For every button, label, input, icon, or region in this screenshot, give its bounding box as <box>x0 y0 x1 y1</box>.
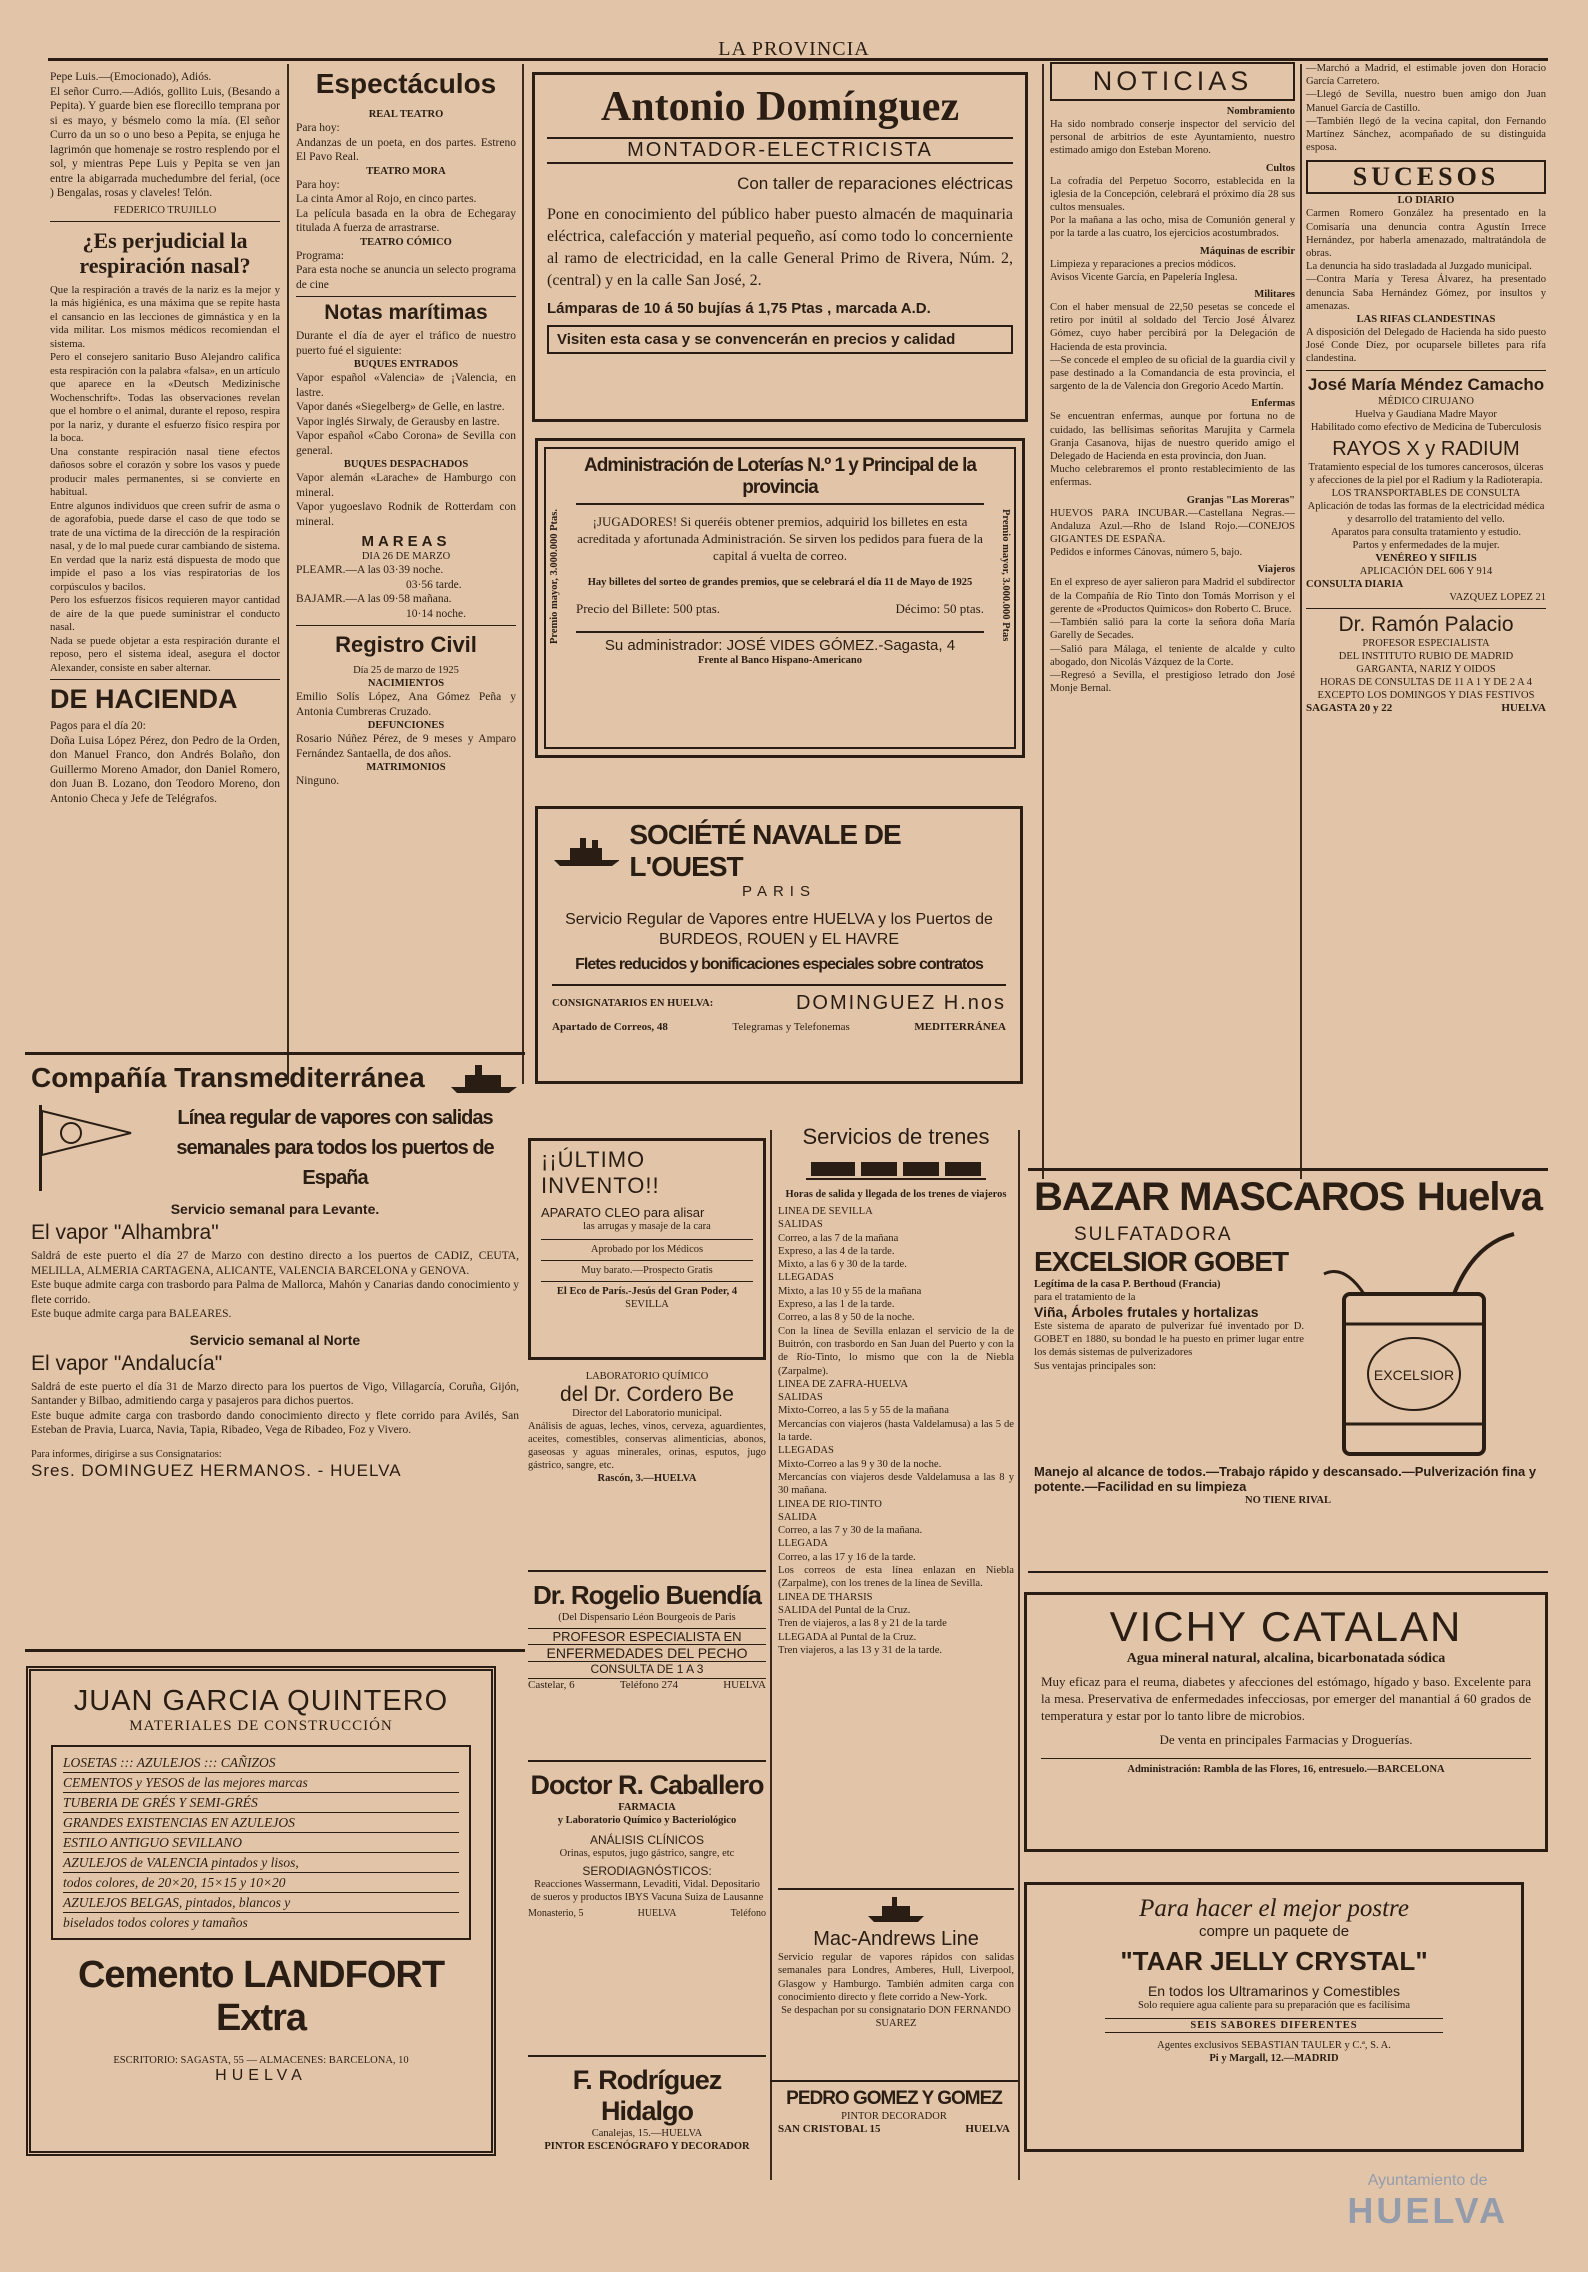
quintero-line: TUBERIA DE GRÉS Y SEMI-GRÉS <box>63 1793 459 1813</box>
rifas-body: A disposición del Delegado de Hacienda ha sido puesto José Conde Díez, por ocuparsele billetes para rifa clandestina. <box>1306 327 1546 365</box>
page-header: LA PROVINCIA <box>718 38 870 60</box>
vichy-admin: Administración: Rambla de las Flores, 16, entresuelo.—BARCELONA <box>1041 1758 1531 1776</box>
caballero-city: HUELVA <box>637 1908 677 1919</box>
mendez-sub: MÉDICO CIRUJANO <box>1378 395 1474 407</box>
noticias-milit-body: Con el haber mensual de 22,50 pesetas se concede el retiro por inútil al soldado del Tercio José Álvarez Gómez, cuyo haber percibirá por la Delegación de Hacienda de esta provincia. —Se concede el empleo de su oficial de la guardia civil y pase destinado a la Comandancia de esta provincia, el sargento de la de Valencia don Gregorio Acedo Martín. <box>1050 302 1295 393</box>
ship-icon <box>552 834 619 868</box>
ad-loterias <box>535 438 1025 758</box>
pleamar-2: 03·56 tarde. <box>406 578 462 591</box>
trenes-body: LINEA DE SEVILLA SALIDAS Correo, a las 7 de la mañana Expreso, a las 4 de la tarde. Mixto, a las 6 y 30 de la tarde. LLEGADAS Mixto, a las 10 y 55 de la mañana Expreso, a las 1 de la tarde. Correo, a las 8 y 50 de la noche. Con la línea de Sevilla enlazan el servicio de la de Buitrón, con trasbordo en San Juan del Puerto y con la de Río-Tinto, lo mismo que con la de Niebla (Zarpalme). LINEA DE ZAFRA-HUELVA SALIDAS Mixto-Correo, a las 5 y 55 de la mañana Mercancías con viajeros (hasta Valdelamusa) a las 5 de la tarde. LLEGADAS Mixto-Correo a las 9 y 30 de la noche. Mercancías con viajeros desde Valdelamusa a las 8 y 30 mañana. LINEA DE RIO-TINTO SALIDA Correo, a las 7 y 30 de la mañana. LLEGADA Correo, a las 17 y 16 de la tarde. Los correos de esta línea enlazan en Niebla (Zarpalme), con los trenes de la línea de Sevilla. LINEA DE THARSIS SALIDA del Puntal de la Cruz. Tren de viajeros, a las 8 y 21 de la tarde LLEGADA al Puntal de la Cruz. Tren viajeros, a las 13 y 31 de la tarde. <box>778 1206 1014 1656</box>
bazar-name: BAZAR MASCAROS <box>1034 1175 1405 1219</box>
quintero-line: AZULEJOS BELGAS, pintados, blancos y <box>63 1893 459 1913</box>
palacio-prof: PROFESOR ESPECIALISTA <box>1362 637 1490 649</box>
hacienda-title: DE HACIENDA <box>50 684 238 714</box>
column-2 <box>296 68 516 1078</box>
trans-vapor1-body: Saldrá de este puerto el día 27 de Marzo con destino directo a los puertos de CADIZ, CEUTA, MELILLA, ALMERIA CARTAGENA, ALICANTE, VALENCIA BARCELONA y GENOVA. Este buque admite carga con trasbordo para Palma de Mallorca, Mahón y Canarias dando conocimiento y flete corrido. Este buque admite carga para BALEARES. <box>31 1250 519 1320</box>
matrimonios-body: Ninguno. <box>296 775 340 787</box>
noticias-nomb-body: Ha sido nombrado conserje inspector del servicio del personal de arbitrios de este Ayuntamiento, nuestro estimado amigo don Esteban Moreno. <box>1050 119 1295 157</box>
buendia-city: HUELVA <box>723 1679 766 1691</box>
cordero-addr: Rascón, 3.—HUELVA <box>597 1473 697 1484</box>
navale-fletes: Fletes reducidos y bonificaciones especiales sobre contratos <box>575 956 983 973</box>
caballero-farm: FARMACIA <box>618 1802 676 1813</box>
ship-icon <box>449 1061 519 1095</box>
train-icon <box>806 1156 986 1182</box>
trenes-sub: Horas de salida y llegada de los trenes de viajeros <box>785 1189 1007 1200</box>
palacio-name: Dr. Ramón Palacio <box>1338 612 1514 636</box>
watermark-line1: Ayuntamiento de <box>1367 2172 1488 2189</box>
ad-pedro-gomez <box>770 2080 1018 2182</box>
hidalgo-trade: PINTOR ESCENÓGRAFO Y DECORADOR <box>544 2141 750 2152</box>
venereo: VENÉREO Y SIFILIS <box>1375 552 1477 564</box>
buendia-name: Dr. Rogelio Buendía <box>532 1580 762 1610</box>
nacimientos: NACIMIENTOS <box>367 678 445 689</box>
bazar-body: Este sistema de aparato de pulverizar fué inventado por D. GOBET en 1880, su bondad le ha puesto en primer lugar entre los demás sistemas de pulverizadores Sus ventajas principales son: <box>1034 1321 1304 1372</box>
bajamar: BAJAMR.—A las 09·58 mañana. <box>296 593 452 605</box>
trans-linea: Línea regular de vapores con salidas semanales para todos los puertos de España <box>176 1107 494 1189</box>
loterias-title: Administración de Loterías N.º 1 y Principal de la provincia <box>576 455 984 505</box>
vichy-title: VICHY CATALAN <box>1109 1603 1463 1650</box>
column-divider <box>1300 64 1302 1179</box>
bazar-gobet: EXCELSIOR GOBET <box>1034 1246 1289 1277</box>
column-divider <box>1018 1130 1020 2180</box>
serial-ending: Pepe Luis.—(Emocionado), Adiós. El señor Curro.—Adiós, gollito Luis, (Besando a Pepita). Y guarde bien ese florecillo temprana por si es mayo, y bésmelo como la mía. (El señor Curro da un so o uno beso a Pepita, se enjuga he lagrimón que homenaje se rostro resplendo por el sol, y mientras Pepe Luis y Pepita se ven jan entre la abigarrada muchedumbre del ferial, (oce ) Bengalas, rosas y claveles! Telón. <box>50 71 280 199</box>
buques-despachados: BUQUES DESPACHADOS <box>343 459 469 470</box>
dominguez-visit: Visiten esta casa y se convencerán en precios y calidad <box>547 325 1013 354</box>
defunciones-body: Rosario Núñez Pérez, de 9 meses y Amparo Fernández Santaella, de dos años. <box>296 733 516 760</box>
cordero-dir: Director del Laboratorio municipal. <box>572 1408 722 1419</box>
buendia-enf: ENFERMEDADES DEL PECHO <box>528 1644 766 1661</box>
navale-med: MEDITERRÁNEA <box>914 1021 1006 1033</box>
loterias-side-left: Premio mayor, 3.000.000 Ptas. <box>549 509 560 645</box>
loterias-sorteo: Hay billetes del sorteo de grandes premios, que se celebrará el día 11 de Mayo de 1925 <box>587 577 973 588</box>
caballero-analisis: ANÁLISIS CLÍNICOS <box>589 1833 705 1847</box>
header-rule <box>48 58 1548 61</box>
sucesos-body: Carmen Romero González ha presentado en la Comisaría una denuncia contra Agustín Irrece Hernández, por haberla amenazado, maltratándola de obras. La denuncia ha sido trasladada al Juzgado municipal. —Contra María y Teresa Álvarez, ha presentado denuncia Saba Hernández Gómez, por insultos y amenazas. <box>1306 208 1546 312</box>
navale-title: SOCIÉTÉ NAVALE DE L'OUEST <box>629 819 901 882</box>
matrimonios: MATRIMONIOS <box>366 762 446 773</box>
trenes-section <box>778 1124 1014 1884</box>
buendia-tel: Teléfono 274 <box>619 1679 678 1691</box>
real-teatro: REAL TEATRO <box>368 109 444 120</box>
cordero-lab: LABORATORIO QUÍMICO <box>585 1371 709 1382</box>
cleo-barato: Muy barato.—Prospecto Gratis <box>541 1260 753 1277</box>
dominguez-sub: Con taller de reparaciones eléctricas <box>737 174 1013 193</box>
cordero-name: del Dr. Cordero Be <box>560 1383 734 1406</box>
caballero-lab: y Laboratorio Químico y Bacteriológico <box>557 1815 737 1826</box>
registro-date: Día 25 de marzo de 1925 <box>353 665 459 676</box>
mendez-esp2: Habilitado como efectivo de Medicina de Tuberculosis <box>1310 421 1542 433</box>
ad-taar-jelly <box>1024 1882 1524 2152</box>
dominguez-body: Pone en conocimiento del público haber puesto almacén de maquinaria eléctrica, calefacción y material pequeño, así como todo lo concerniente al ramo de electricidad, en la calle General Primo de Rivera, Núm. 2, (central) y en la calle San José, 2. <box>547 206 1013 289</box>
consulta-diaria: CONSULTA DIARIA <box>1306 578 1404 590</box>
cleo-body: las arrugas y masaje de la cara <box>583 1221 711 1232</box>
column-divider <box>522 64 524 1084</box>
cleo-eco: El Eco de París.-Jesús del Gran Poder, 4 <box>541 1281 753 1298</box>
quintero-line: GRANDES EXISTENCIAS EN AZULEJOS <box>63 1813 459 1833</box>
col5-top-body: —Marchó a Madrid, el estimable joven don Horacio García Carretero. —Llegó de Sevilla, nuestro buen amigo don Juan Manuel García de Castillo. —También llegó de la vecina capital, don Fernando Martínez Sánchez, acompañado de su distinguida esposa. <box>1306 63 1546 154</box>
noticias-viaj: Viajeros <box>1257 564 1295 576</box>
mac-desp: Se despachan por su consignatario DON FERNANDO SUAREZ <box>781 2005 1011 2030</box>
rayos-body: Tratamiento especial de los tumores cancerosos, úlceras y afecciones de la piel por el Radium y la Radioterapia. <box>1308 461 1544 486</box>
lo-diario: LO DIARIO <box>1397 195 1455 207</box>
mareas-title: MAREAS <box>361 533 451 550</box>
ad-garcia-quintero <box>26 1666 496 2156</box>
vichy-sub: Agua mineral natural, alcalina, bicarbonatada sódica <box>1126 1651 1446 1666</box>
ad-cordero <box>528 1370 766 1572</box>
bazar-sulf: SULFATADORA <box>1074 1224 1233 1245</box>
jelly-agentes: Agentes exclusivos SEBASTIAN TAULER y C.ª, S. A. <box>1157 2040 1391 2051</box>
navale-consig: CONSIGNATARIOS EN HUELVA: <box>552 998 714 1009</box>
caballero-sero-body: Reacciones Wassermann, Levaditi, Vidal. Depositario de sueros y productos IBYS Vacuna Suiza de Lausanne <box>530 1879 764 1903</box>
noticias-milit: Militares <box>1254 289 1295 301</box>
noticias-granjas-body: HUEVOS PARA INCUBAR.—Castellana Negras.—Andaluza Azul.—Rho de Island Rojo.—CONEJOS GIGANTES DE ESPAÑA. Pedidos e informes Cánovas, número 5, bajo. <box>1050 507 1295 559</box>
bazar-rival: NO TIENE RIVAL <box>1245 1495 1331 1506</box>
palacio-city: HUELVA <box>1501 701 1546 714</box>
noticias-enf: Enfermas <box>1251 398 1295 410</box>
bazar-city: Huelva <box>1416 1175 1542 1219</box>
noticias-viaj-body: En el expreso de ayer salieron para Madrid el subdirector de la Compañía de Río Tinto don Tomás Morrison y el gerente de «Productos Químicos» don Roberto C. Bruce. —También salió para la corte la señora doña María Garelly de Secades. —Salió para Málaga, el teniente de alcalde y culto abogado, don Nicolás Vázquez de la Corte. —Regresó a Sevilla, el prestigioso letrado don José Monje Bernal. <box>1050 577 1295 695</box>
hidalgo-addr: Canalejas, 15.—HUELVA <box>591 2128 703 2139</box>
trenes-title: Servicios de trenes <box>802 1124 990 1149</box>
defunciones: DEFUNCIONES <box>367 720 445 731</box>
quintero-city: HUELVA <box>215 2067 307 2084</box>
mac-body: Servicio regular de vapores rápidos con salidas semanales para Londres, Amberes, Hull, Liverpool, Glasgow y Hamburgo. También admiten carga con conocimiento directo y flete corrido a New-York. <box>778 1952 1014 2003</box>
caballero-tel: Teléfono <box>730 1908 766 1919</box>
quintero-line: todos colores, de 20×20, 15×15 y 10×20 <box>63 1873 459 1893</box>
partos: Partos y enfermedades de la mujer. <box>1352 539 1500 551</box>
palacio-horas: HORAS DE CONSULTAS DE 11 A 1 Y DE 2 A 4 EXCEPTO LOS DOMINGOS Y DIAS FESTIVOS <box>1317 676 1535 701</box>
sprayer-icon <box>1304 1224 1534 1464</box>
serial-author: FEDERICO TRUJILLO <box>113 204 217 216</box>
quintero-line: AZULEJOS de VALENCIA pintados y lisos, <box>63 1853 459 1873</box>
espectaculos-title: Espectáculos <box>315 68 497 99</box>
navale-teleg: Telegramas y Telefonemas <box>732 1021 850 1033</box>
trans-info: Para informes, dirigirse a sus Consignatarios: <box>31 1448 222 1460</box>
quintero-list <box>51 1745 471 1940</box>
column-5 <box>1306 62 1546 1137</box>
teatro-mora: TEATRO MORA <box>366 165 446 177</box>
quintero-cemento: Cemento LANDFORT Extra <box>77 1954 445 2039</box>
transportables: LOS TRANSPORTABLES DE CONSULTA <box>1331 487 1521 499</box>
mareas-date: DIA 26 DE MARZO <box>361 551 451 562</box>
mac-title: Mac-Andrews Line <box>813 1928 979 1950</box>
trans-title: Compañía Transmediterránea <box>31 1062 425 1093</box>
aplicacion: Aplicación de todas las formas de la electricidad médica y desarrollo del tratamiento del vello. <box>1307 500 1545 525</box>
quintero-name: JUAN GARCIA QUINTERO <box>73 1685 449 1717</box>
pedro-trade: PINTOR DECORADOR <box>841 2111 947 2122</box>
column-divider <box>1042 64 1044 1179</box>
caballero-sero: SERODIAGNÓSTICOS: <box>582 1864 712 1878</box>
cordero-body: Análisis de aguas, leches, vinos, cerveza, aguardientes, aceites, comestibles, conservas alimenticias, abonos, gaseosas y aguas minerales, orinas, esputos, jugo gástrico, sangre, etc. <box>528 1421 766 1471</box>
bajamar-2: 10·14 noche. <box>406 607 467 620</box>
ad-antonio-dominguez <box>532 72 1028 422</box>
buendia-prof: PROFESOR ESPECIALISTA EN <box>528 1628 766 1644</box>
quintero-escritorio: ESCRITORIO: SAGASTA, 55 — ALMACENES: BARCELONA, 10 <box>113 2055 409 2066</box>
navale-body: Servicio Regular de Vapores entre HUELVA y los Puertos de BURDEOS, ROUEN y EL HAVRE <box>565 911 993 948</box>
dominguez-trade: MONTADOR-ELECTRICISTA <box>547 137 1013 164</box>
column-divider <box>770 1130 772 2180</box>
ad-cleo <box>528 1138 766 1360</box>
cleo-name: APARATO CLEO para alisar <box>541 1205 705 1220</box>
trans-levante: Servicio semanal para Levante. <box>170 1201 380 1217</box>
hidalgo-name: F. Rodríguez Hidalgo <box>572 2065 722 2126</box>
hacienda-body: Pagos para el día 20: Doña Luisa López Pérez, don Pedro de la Orden, don Manuel Franco, don Andrés Bolaño, don Guillermo Moreno Amador, don Daniel Romero, don Juan B. Lozano, don Teodoro Moreno, don Antonio Checa y Jefe de Telégrafos. <box>50 720 280 805</box>
buendia-sub: (Del Dispensario Léon Bourgeois de Paris <box>558 1612 736 1623</box>
buendia-consulta: CONSULTA DE 1 A 3 <box>528 1661 766 1676</box>
bazar-vina: Viña, Árboles frutales y hortalizas <box>1034 1304 1259 1320</box>
quintero-line: ESTILO ANTIGUO SEVILLANO <box>63 1833 459 1853</box>
buques-entrados: BUQUES ENTRADOS <box>353 359 459 370</box>
rifas-title: LAS RIFAS CLANDESTINAS <box>1356 314 1496 326</box>
mendez-esp: Huelva y Gaudiana Madre Mayor <box>1355 408 1497 420</box>
loterias-frente: Frente al Banco Hispano-Americano <box>697 655 862 666</box>
dominguez-lamps: Lámparas de 10 á 50 bujías á 1,75 Ptas , marcada A.D. <box>547 300 931 317</box>
ad-buendia <box>528 1580 766 1762</box>
sprayer-label: EXCELSIOR <box>1373 1367 1455 1383</box>
palacio-inst: DEL INSTITUTO RUBIO DE MADRID <box>1338 650 1514 662</box>
aparatos: Aparatos para consulta tratamiento y estudio. <box>1330 526 1522 538</box>
jelly-seis: SEIS SABORES DIFERENTES <box>1105 2018 1443 2033</box>
navale-city: PARIS <box>742 883 816 900</box>
noticias-maq: Máquinas de escribir <box>1199 245 1295 257</box>
noticias-granjas: Granjas "Las Moreras" <box>1186 494 1295 506</box>
column-1 <box>50 70 280 1075</box>
bazar-legit: Legítima de la casa P. Berthoud (Francia) <box>1034 1279 1221 1290</box>
ad-rodriguez-hidalgo <box>528 2065 766 2170</box>
noticias-enf-body: Se encuentran enfermas, aunque por fortuna no de cuidado, las bellísimas señoritas Marujita y Carmela Granja Casanova, hijas de nuestro querido amigo el Delegado de Hacienda en esta provincia, don Juan. Mucho celebraremos el pronto restablecimiento de las enfermas. <box>1050 411 1295 489</box>
company-flag-icon <box>31 1103 141 1193</box>
caballero-an-body: Orinas, esputos, jugo gástrico, sangre, etc <box>559 1848 735 1859</box>
caballero-addr: Monasterio, 5 <box>528 1908 584 1919</box>
ship-icon <box>866 1894 926 1924</box>
palacio-addr: SAGASTA 20 y 22 <box>1306 701 1393 714</box>
archive-watermark <box>1347 2172 1508 2232</box>
trans-vapor1: El vapor "Alhambra" <box>31 1221 219 1244</box>
jelly-addr: Pi y Margall, 12.—MADRID <box>1209 2053 1339 2064</box>
pedro-city: HUELVA <box>965 2123 1010 2135</box>
sucesos-title: SUCESOS <box>1306 160 1546 194</box>
notas-body: Durante el día de ayer el tráfico de nuestro puerto fué el siguiente: <box>296 330 516 357</box>
jelly-ultr: En todos los Ultramarinos y Comestibles <box>1147 1983 1401 1999</box>
teatro-comico-body: Programa: Para esta noche se anuncia un selecto programa de cine <box>296 249 516 291</box>
vichy-body: Muy eficaz para el reuma, diabetes y afecciones del estómago, hígado y baso. Excelente para la mesa. Preservativa de enfermedades infecciosas, por emerger del manantial á 60 grados de temperatura y estar por lo tanto libre de microbios. <box>1041 1674 1531 1723</box>
quintero-line: CEMENTOS y YESOS de las mejores marcas <box>63 1773 459 1793</box>
watermark-line2: HUELVA <box>1347 2190 1508 2231</box>
trans-vapor2-body: Saldrá de este puerto el día 31 de Marzo directo para los puertos de Vigo, Villagarcía, Coruña, Gijón, Santander y Bilbao, admitiendo carga y pasajeros para dichos puertos. Este buque admite carga con trasbordo dando conocimiento directo y flete corrido para Avilés, San Esteban de Pravia, Luarca, Navia, Tapia, Ribadeo, Vega de Ribadeo, Foz y Vivero. <box>31 1380 519 1436</box>
jelly-compre: compre un paquete de <box>1198 1923 1350 1940</box>
article-title: ¿Es perjudicial la respiración nasal? <box>79 227 251 278</box>
article-body: Que la respiración a través de la nariz es la mejor y la más higiénica, es una máxima que se repite hasta el cansancio en las lecciones de gimnástica y en la vida militar. Los mismos médicos recomiendan el sistema. Pero el consejero sanitario Buso Alejandro califica esta respiración con la palabra «falsa», en un artículo que aparece en la «Deutsch Medizinische Wochenschrift». Todas las observaciones revelan que el hombre o el animal, durante el reposo, respira por la nariz, y durante el esfuerzo físico respira por la boca. Una constante respiración nasal tiene efectos dañosos sobre el corazón y sobre los vasos y puede producir males permanentes, si se convierte en habitual. Entre algunos individuos que creen sufrir de asma o de agorafobia, puede darse el caso de que todo se trate de una víctima de la dirección de la respiración nasal, y de lo mal puede curar cambiando de sistema. En verdad que la nariz está dispuesta de modo que impide el paso a los vías respiratorias de los corpúsculos y bacilos. Pero los esfuerzos físicos requieren mayor cantidad de aire de la que puede suministrar el conducto nasal. Nada se puede objetar a esta respiración durante el reposo, pero el sistema ideal, asegura el doctor Alexander, consiste en saber alternar. <box>50 283 280 674</box>
noticias-section <box>1050 62 1295 1177</box>
noticias-nomb: Nombramiento <box>1226 106 1295 117</box>
navale-dominguez: DOMINGUEZ H.nos <box>795 992 1006 1014</box>
palacio-garg: GARGANTA, NARIZ Y OIDOS <box>1356 663 1496 675</box>
quintero-line: LOSETAS ::: AZULEJOS ::: CAÑIZOS <box>63 1753 459 1773</box>
loterias-body: ¡JUGADORES! Si queréis obtener premios, adquirid los billetes en esta acreditada y afortunada Administración. Se sirven los pedidos para fuera de la capital á vuelta de correo. <box>577 514 983 563</box>
trans-vapor2: El vapor "Andalucía" <box>31 1351 223 1375</box>
notas-title: Notas marítimas <box>324 301 488 324</box>
cleo-title: ¡¡ÚLTIMO INVENTO!! <box>541 1147 660 1198</box>
quintero-sub: MATERIALES DE CONSTRUCCIÓN <box>129 1718 393 1734</box>
mendez-name: José María Méndez Camacho <box>1307 374 1545 394</box>
dominguez-name: Antonio Domínguez <box>600 84 960 130</box>
noticias-title: NOTICIAS <box>1050 62 1295 101</box>
quintero-line: biselados todos colores y tamaños <box>63 1915 248 1930</box>
ad-transmediterranea <box>25 1052 525 1652</box>
loterias-precio: Precio del Billete: 500 ptas. <box>576 601 721 616</box>
ad-mac-andrews <box>778 1888 1014 2070</box>
cleo-city: SEVILLA <box>625 1299 669 1310</box>
teatro-comico: TEATRO CÓMICO <box>360 236 452 248</box>
column-divider <box>287 64 289 1084</box>
ad-societe-navale <box>535 806 1023 1084</box>
trans-sres: Sres. DOMINGUEZ HERMANOS. - HUELVA <box>31 1460 402 1480</box>
pedro-addr: SAN CRISTOBAL 15 <box>778 2123 881 2135</box>
caballero-name: Doctor R. Caballero <box>530 1770 764 1800</box>
noticias-cultos-body: La cofradía del Perpetuo Socorro, establecida en la iglesia de la Concepción, celebrará el próximo día 28 sus cultos mensuales. Por la mañana a las ocho, misa de Comunión general y por la tarde a las cuatro, los ejercicios acostumbrados. <box>1050 175 1295 240</box>
noticias-maq-body: Limpieza y reparaciones a precios módicos. Avisos Vicente García, en Papelería Inglesa. <box>1050 258 1238 283</box>
pedro-name: PEDRO GOMEZ Y GOMEZ <box>786 2088 1002 2109</box>
entrados-body: Vapor español «Valencia» de ¡Valencia, en lastre. Vapor danés «Siegelberg» de Gelle, en lastre. Vapor inglés Sirwaly, de Gerausby en lastre. Vapor español «Cabo Corona» de Sevilla con general. <box>296 372 516 457</box>
bazar-para: para el tratamiento de la <box>1034 1292 1136 1303</box>
cleo-aprob: Aprobado por los Médicos <box>541 1239 753 1256</box>
ad-bazar-mascaros <box>1028 1168 1548 1573</box>
jelly-title: Para hacer el mejor postre <box>1139 1895 1409 1922</box>
noticias-cultos: Cultos <box>1265 162 1295 174</box>
teatro-mora-body: Para hoy: La cinta Amor al Rojo, en cinco partes. La película basada en la obra de Echegaray titulada A fuerza de arrastrarse. <box>296 178 516 234</box>
ad-caballero <box>528 1770 766 2057</box>
real-teatro-body: Para hoy: Andanzas de un poeta, en dos partes. Estreno El Pavo Real. <box>296 122 516 163</box>
loterias-side-right: Premio mayor, 3.000.000 Ptas <box>1000 509 1011 642</box>
vazquez-lopez: VAZQUEZ LOPEZ 21 <box>1449 591 1546 603</box>
rayos: RAYOS X y RADIUM <box>1332 437 1520 460</box>
buendia-addr: Castelar, 6 <box>528 1679 575 1691</box>
navale-apartado: Apartado de Correos, 48 <box>552 1021 668 1033</box>
registro-title: Registro Civil <box>335 632 477 657</box>
aplicacion-606: APLICACIÓN DEL 606 Y 914 <box>1359 565 1493 577</box>
vichy-venta: De venta en principales Farmacias y Droguerías. <box>1159 1732 1413 1747</box>
nacimientos-body: Emilio Solís López, Ana Gómez Peña y Antonia Cumbreras Cruzado. <box>296 691 516 718</box>
pleamar: PLEAMR.—A las 03·39 noche. <box>296 564 444 576</box>
jelly-solo: Solo requiere agua caliente para su preparación que es facilísima <box>1137 2000 1410 2011</box>
trans-norte: Servicio semanal al Norte <box>189 1331 361 1348</box>
jelly-product: "TAAR JELLY CRYSTAL" <box>1120 1946 1428 1976</box>
loterias-decimo: Décimo: 50 ptas. <box>895 601 984 616</box>
bazar-manejo: Manejo al alcance de todos.—Trabajo rápido y descansado.—Pulverización fina y potente.—Facilidad en su limpieza <box>1034 1464 1537 1494</box>
ad-vichy-catalan <box>1024 1592 1548 1852</box>
despachados-body: Vapor alemán «Larache» de Hamburgo con mineral. Vapor yugoeslavo Rodnik de Rotterdam con mineral. <box>296 472 516 528</box>
loterias-admin: Su administrador: JOSÉ VIDES GÓMEZ.-Sagasta, 4 <box>576 631 984 654</box>
